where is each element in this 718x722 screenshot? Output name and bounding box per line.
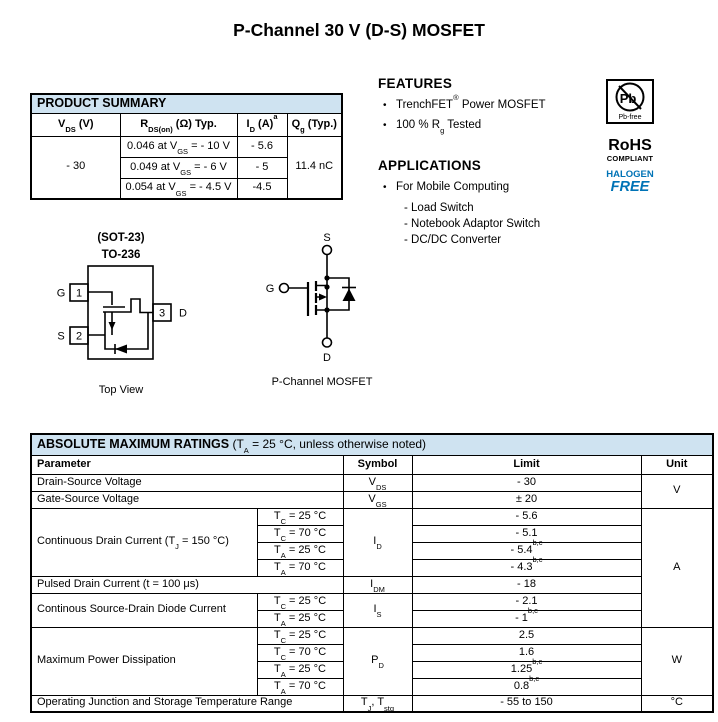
mosfet-symbol <box>264 230 380 370</box>
features-heading: FEATURES <box>378 76 453 91</box>
svg-text:S: S <box>57 330 65 343</box>
application-sub-item: - Load Switch <box>404 202 474 214</box>
channel-arrow-icon <box>319 294 327 301</box>
limit-cell: - 5.6 <box>412 508 641 525</box>
svg-text:2: 2 <box>75 330 83 343</box>
unit-cell: °C <box>641 695 713 712</box>
symbol-cell: $T_J$, $T_{stg}$ <box>343 695 412 712</box>
param-cell: Maximum Power Dissipation <box>31 627 257 695</box>
param-cell: Gate-Source Voltage <box>31 491 343 508</box>
unit-cell: A <box>641 508 713 627</box>
feature-text: TrenchFET® Power MOSFET <box>396 93 546 111</box>
id-cell: -4.5 <box>237 178 287 199</box>
table-header-row <box>31 455 713 474</box>
condition-cell: $T_C = 25$ °C <box>257 593 343 610</box>
bullet-icon: • <box>383 120 387 131</box>
application-sub-item: - DC/DC Converter <box>404 234 502 246</box>
column-header-limit: Limit <box>412 455 641 474</box>
symbol-cell: $V_{GS}$ <box>343 491 412 508</box>
compliance-marks <box>602 79 658 195</box>
svg-text:3: 3 <box>158 307 166 320</box>
column-header-id: $I_D$ $(A)^a$ <box>237 113 287 136</box>
amr-title-note: ($T_A = 25$ °C, unless otherwise noted) <box>229 436 427 456</box>
limit-cell: 1.6 <box>412 644 641 661</box>
pb-free-icon <box>605 79 655 125</box>
svg-text:Pb: Pb <box>619 91 637 106</box>
table-row <box>31 474 713 491</box>
amr-title-bold: ABSOLUTE MAXIMUM RATINGS <box>37 436 230 451</box>
product-summary-table <box>30 93 343 200</box>
product-summary-title: PRODUCT SUMMARY <box>31 94 342 113</box>
limit-cell: 0.8$^{b,c}$ <box>412 678 641 695</box>
rohs-label: RoHS <box>608 137 652 154</box>
package-caption: Top View <box>98 384 144 396</box>
table-row <box>31 136 342 157</box>
condition-cell: $T_C = 70$ °C <box>257 525 343 542</box>
package-name-sot23: (SOT-23) <box>97 232 145 244</box>
table-row <box>31 627 713 644</box>
channel-arrow-icon <box>109 322 116 330</box>
column-header-vds: $V_{DS}$ (V) <box>31 113 120 136</box>
unit-cell: V <box>641 474 713 508</box>
package-name-to236: TO-236 <box>101 249 141 261</box>
table-title-row <box>31 434 713 455</box>
limit-cell: 1.25$^{b,c}$ <box>412 661 641 678</box>
param-cell: Continuous Drain Current ($T_J = 150$ °C) <box>31 508 257 576</box>
rdson-cell: 0.046 at $V_{GS}$ = - 10 V <box>120 136 237 157</box>
param-cell: Operating Junction and Storage Temperature Range <box>31 695 343 712</box>
condition-cell: $T_C = 25$ °C <box>257 627 343 644</box>
table-row <box>31 94 342 113</box>
limit-cell: - 30 <box>412 474 641 491</box>
column-header-qg: $Q_g$ (Typ.) <box>287 113 342 136</box>
rdson-cell: 0.054 at $V_{GS}$ = - 4.5 V <box>120 178 237 199</box>
condition-cell: $T_A = 25$ °C <box>257 610 343 627</box>
features-section <box>378 76 608 138</box>
halogen-label: HALOGEN <box>606 169 654 180</box>
absolute-maximum-ratings-table <box>30 433 714 713</box>
list-item <box>378 93 608 113</box>
qg-value-cell: 11.4 nC <box>287 136 342 199</box>
condition-cell: $T_A = 25$ °C <box>257 661 343 678</box>
limit-cell: - 2.1 <box>412 593 641 610</box>
svg-text:G: G <box>265 283 275 295</box>
condition-cell: $T_C = 70$ °C <box>257 644 343 661</box>
symbol-cell: $P_D$ <box>343 627 412 695</box>
list-item <box>378 180 608 195</box>
compliant-label: COMPLIANT <box>606 154 654 163</box>
table-row <box>31 576 713 593</box>
param-cell: Continous Source-Drain Diode Current <box>31 593 257 627</box>
id-cell: - 5 <box>237 157 287 178</box>
svg-text:D: D <box>179 307 187 320</box>
application-text: For Mobile Computing <box>396 181 510 193</box>
application-sub-item: - Notebook Adaptor Switch <box>404 218 541 230</box>
bullet-icon: • <box>383 182 387 193</box>
applications-heading: APPLICATIONS <box>378 158 482 173</box>
symbol-cell: $I_S$ <box>343 593 412 627</box>
limit-cell: - 55 to 150 <box>412 695 641 712</box>
condition-cell: $T_C = 25$ °C <box>257 508 343 525</box>
condition-cell: $T_A = 70$ °C <box>257 678 343 695</box>
symbol-cell: $I_{DM}$ <box>343 576 412 593</box>
limit-cell: - 1$^{b,c}$ <box>412 610 641 627</box>
feature-text: 100 % $R_g$ Tested <box>396 119 482 136</box>
svg-text:1: 1 <box>75 287 83 300</box>
limit-cell: - 5.1 <box>412 525 641 542</box>
table-row <box>31 491 713 508</box>
id-cell: - 5.6 <box>237 136 287 157</box>
condition-cell: $T_A = 70$ °C <box>257 559 343 576</box>
limit-cell: 2.5 <box>412 627 641 644</box>
package-top-view-diagram <box>41 264 201 376</box>
unit-cell: W <box>641 627 713 695</box>
applications-section <box>378 158 608 248</box>
symbol-cell: $I_D$ <box>343 508 412 576</box>
svg-text:S: S <box>323 232 331 244</box>
page-title: P-Channel 30 V (D-S) MOSFET <box>233 20 485 40</box>
limit-cell: - 18 <box>412 576 641 593</box>
column-header-unit: Unit <box>641 455 713 474</box>
table-row <box>31 695 713 712</box>
rdson-cell: 0.049 at $V_{GS}$ = - 6 V <box>120 157 237 178</box>
condition-cell: $T_A = 25$ °C <box>257 542 343 559</box>
column-header-rdson: $R_{DS(on)}$ (Ω) Typ. <box>120 113 237 136</box>
halogen-free-label: FREE <box>610 179 650 195</box>
column-header-parameter: Parameter <box>31 455 343 474</box>
limit-cell: ± 20 <box>412 491 641 508</box>
svg-text:G: G <box>56 287 66 300</box>
bullet-icon: • <box>383 100 387 111</box>
svg-text:D: D <box>323 352 331 364</box>
package-diagram-block <box>41 230 201 396</box>
param-cell: Pulsed Drain Current (t = 100 μs) <box>31 576 343 593</box>
limit-cell: - 5.4$^{b,c}$ <box>412 542 641 559</box>
body-diode-icon <box>115 345 127 354</box>
body-diode-icon <box>343 289 356 302</box>
list-item <box>378 118 608 136</box>
svg-text:Pb-free: Pb-free <box>618 114 642 121</box>
schematic-caption: P-Channel MOSFET <box>271 376 373 388</box>
table-row <box>31 593 713 610</box>
symbol-cell: $V_{DS}$ <box>343 474 412 491</box>
param-cell: Drain-Source Voltage <box>31 474 343 491</box>
schematic-block <box>264 230 380 388</box>
limit-cell: - 4.3$^{b,c}$ <box>412 559 641 576</box>
table-row <box>31 508 713 525</box>
table-header-row <box>31 113 342 136</box>
column-header-symbol: Symbol <box>343 455 412 474</box>
vds-value-cell: - 30 <box>31 136 120 199</box>
amr-title <box>31 434 713 455</box>
